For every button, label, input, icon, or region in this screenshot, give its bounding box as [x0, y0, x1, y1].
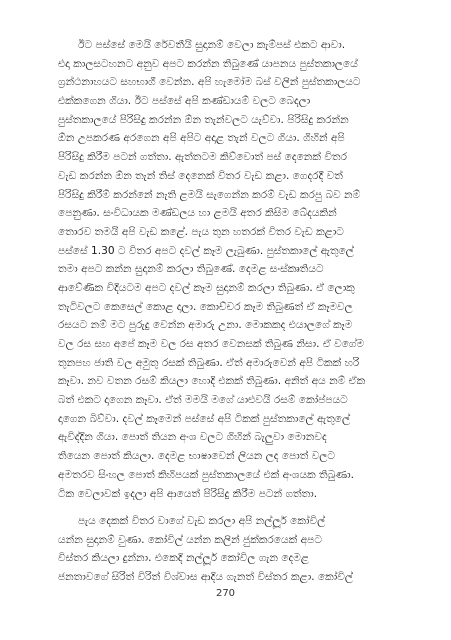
- paragraph-1-line: වල රස සහ අපේ කෑම වල රස අතර වෙනසක් තිබුණ නිසා. ඒ වගේම: [58, 338, 365, 350]
- paragraph-1-line: වැඩ කරන්න ඕන තැන් තිස් දෙනෙක් විතර වැඩ කළා. ගෙදරදී වත්: [58, 169, 343, 182]
- paragraph-1-line: දාගෙන බිව්වා. දවල් කෑමෙන් පස්සේ අපි ටිකක් පුස්තකාලේ ඇතුලේ: [58, 412, 351, 425]
- paragraph-1-line: කෑවා. නව වතන රසම් කියලා හොදි එකක් තිබුණා. අනිත් අය නම් ඒක: [58, 375, 366, 388]
- paragraph-1-line: ටික වෙලාවක් ඉදලා අපි ආයෙත් පිරිසිදු කිරීම පටන් ගත්තා.: [58, 487, 318, 500]
- paragraph-1-line: තුනපහ ජාති වල අමුතු රසක් තිබුණා. ඒත් අමාරුවෙන් අපි ටිකක් හරි: [58, 356, 360, 369]
- page-number: 270: [215, 588, 236, 599]
- paragraph-1-line: රසයට නම් මට පුරුදු වෙන්න අමාරු උනා. මොකකද එයාලගේ කෑම: [58, 319, 353, 332]
- paragraph-1-line: පෙනුණා. සංවිධායක මණ්ඩලය හා ළමයි අතර කිසිම බේදයකින්: [58, 207, 337, 220]
- paragraph-2-line: ජනතාවගේ සිරිත් විරිත් විශ්වාස ආදිය ගැනත් විස්තර කළා. කෝවිල්: [58, 571, 353, 584]
- paragraph-1-line: ග්‍රන්ථනාහයට සහභාගී වෙන්න. අපි හැමෝම බස් වලින් පුස්තකාලයට: [58, 76, 361, 89]
- paragraph-1-line: ඇවිද්දින ගියා. පොත් තියන අංශ වලට ගිහින් බැලුවා මොනවද: [58, 431, 327, 444]
- paragraph-1-line: පිරිසිදු කිරීම පටන් ගත්තා. ඇත්තටම කිව්වොත් පස් දෙනෙක් විතර: [58, 151, 347, 164]
- paragraph-1-line: එදා කාලසටහනට අනුව අපට කරන්න තිබුණේ යාපනය පුස්තකාලයේ: [58, 57, 358, 70]
- paragraph-2-line: පැය දෙකක් විතර වාගේ වැඩ කරලා අපි නල්ලූර් කෝවිල්: [78, 515, 326, 527]
- paragraph-1-line: තැටිවලට කෙසෙල් කොළ දාලා. කොච්චර කෑම තිබුණත් ඒ කෑමවල: [58, 300, 353, 313]
- paragraph-1-line: එක්කගෙන ගියා. ඊට පස්සේ අපි කණ්ඩායම් වලට බෙදලා: [58, 95, 311, 108]
- paragraph-1-line: ඊට පස්සේ මෙයි රේවතීයි සුදානම් වෙලා කැම්පස් එකට ආවා.: [78, 39, 346, 51]
- paragraph-2-line: යන්න සුදානම් වුණා. කෝවිල් යන්න කලින් ජුක්කරයෙක් අපට: [58, 533, 322, 546]
- paragraph-2-line: විස්තර කියලා දුන්නා. එකෙදි නල්ලූර් කෝවිල ගැන දෙමළ: [58, 552, 309, 565]
- paragraph-1-line: අමතරව සිංහල පොත් කිහිපයක් පුස්තකාලයේ එක් අංශයක තිබුණා.: [58, 468, 354, 481]
- paragraph-1-line: පිරිසිදු කිරීම් කරන්නේ නැති ළමයි සැගෙන්න කරම් වැඩ කරපු බව නම්: [58, 188, 361, 201]
- paragraph-1-line: තොරව තමයි අපි වැඩ කළේ. පැය තුන හතරක් විතර වැඩ කළාට: [58, 225, 344, 238]
- paragraph-1-line: තියෙන පොත් කියලා. දෙමළ භාෂාවෙන් ලියන ලද පොත් වලට: [58, 450, 336, 463]
- paragraph-1-line: ආවේණික විදියටම අපට දවල් කෑම සුදානම් කරලා තිබුණා. ඒ ලොකු: [58, 281, 355, 294]
- paragraph-1-line: පස්සේ 1.30 ට විතර අපට දවල් කෑම ලැබුණා. පුස්තකාලේ ඇතුලේ: [58, 244, 354, 257]
- paragraph-1-line: තමා අපට කන්න සුදානම් කරලා තිබුණේ. දෙමළ සංස්කෘතියට: [58, 263, 324, 276]
- paragraph-1: [58, 36, 400, 503]
- paragraph-1-line: පුස්තකාලයේ පිරිසිදු කරන්න ඕන තැන්වලට යැව්වා. පිරිසිදු කරන්න: [58, 113, 349, 126]
- paragraph-2: [58, 512, 400, 587]
- paragraph-1-line: ඕන උපකරණ අරගෙන අපි අපිට අදාළ තැන් වලට ගියා. ගිහින් අපි: [58, 132, 345, 145]
- paragraph-1-line: බත් එකට දාගෙන කෑවා. ඒත් මමයි මගේ යාළුවයි රසම් කෝප්පයට: [58, 394, 348, 407]
